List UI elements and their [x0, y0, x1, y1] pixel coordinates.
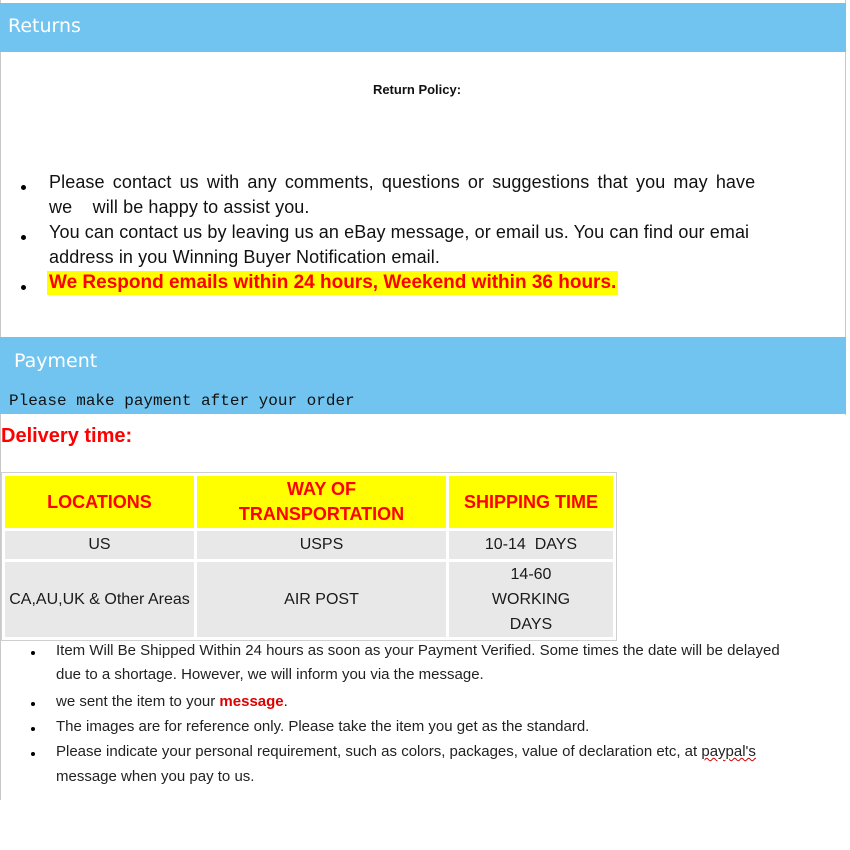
- returns-bullet-2: [21, 235, 26, 240]
- payment-note: Please make payment after your order: [0, 387, 846, 414]
- header-transportation: WAY OF TRANSPORTATION: [197, 476, 446, 528]
- shipping-table: [1, 472, 617, 641]
- payment-banner: [0, 337, 846, 387]
- note-2-message-highlight: message: [219, 693, 284, 710]
- note-4-line1: [56, 743, 756, 760]
- note-2-text: we sent the item to your: [56, 693, 220, 710]
- returns-item-1-line2: we will be happy to assist you.: [49, 197, 310, 217]
- note-1-line1: Item Will Be Shipped Within 24 hours as soon as your Payment Verified. Some times the date will be delayed: [56, 642, 780, 659]
- table-row: [5, 531, 613, 559]
- returns-bullet-3: [21, 285, 26, 290]
- returns-bullet-1: [21, 185, 26, 190]
- returns-response-time-highlight: We Respond emails within 24 hours, Weekend within 36 hours.: [49, 272, 617, 293]
- header-shipping-time: SHIPPING TIME: [449, 476, 613, 528]
- table-row: [5, 562, 613, 637]
- cell-time-us: 10-14 DAYS: [449, 531, 613, 559]
- returns-heading: Returns: [8, 15, 81, 37]
- notes-bullet-1: [31, 651, 35, 655]
- cell-time-other: 14-60 WORKING DAYS: [449, 562, 613, 637]
- payment-heading: Payment: [14, 350, 98, 372]
- return-policy-title: Return Policy:: [372, 82, 462, 97]
- notes-bullet-4: [31, 752, 35, 756]
- note-3: The images are for reference only. Please take the item you get as the standard.: [56, 718, 590, 735]
- header-locations: LOCATIONS: [5, 476, 194, 528]
- notes-bullet-3: [31, 727, 35, 731]
- note-2: [56, 693, 288, 710]
- shipping-table-header-row: [5, 476, 613, 528]
- returns-item-2-line2: address in you Winning Buyer Notification email.: [49, 247, 440, 267]
- note-1-line2: due to a shortage. However, we will inform you via the message.: [56, 666, 484, 683]
- cell-transport-airpost: AIR POST: [197, 562, 446, 637]
- returns-banner: [0, 3, 846, 52]
- returns-item-1-line1: Please contact us with any comments, questions or suggestions that you may have: [49, 172, 756, 192]
- returns-item-2-line1: You can contact us by leaving us an eBay message, or email us. You can find our emai: [49, 222, 750, 242]
- note-4-line2: message when you pay to us.: [56, 768, 255, 785]
- cell-transport-usps: USPS: [197, 531, 446, 559]
- note-2-period: .: [283, 693, 288, 710]
- cell-location-other: CA,AU,UK & Other Areas: [5, 562, 194, 637]
- note-4-paypal-word: paypal's: [701, 743, 756, 760]
- notes-bullet-2: [31, 702, 35, 706]
- delivery-title: Delivery time:: [1, 425, 133, 447]
- cell-location-us: US: [5, 531, 194, 559]
- note-4-text: Please indicate your personal requirement, such as colors, packages, value of declaration etc, at: [56, 743, 702, 760]
